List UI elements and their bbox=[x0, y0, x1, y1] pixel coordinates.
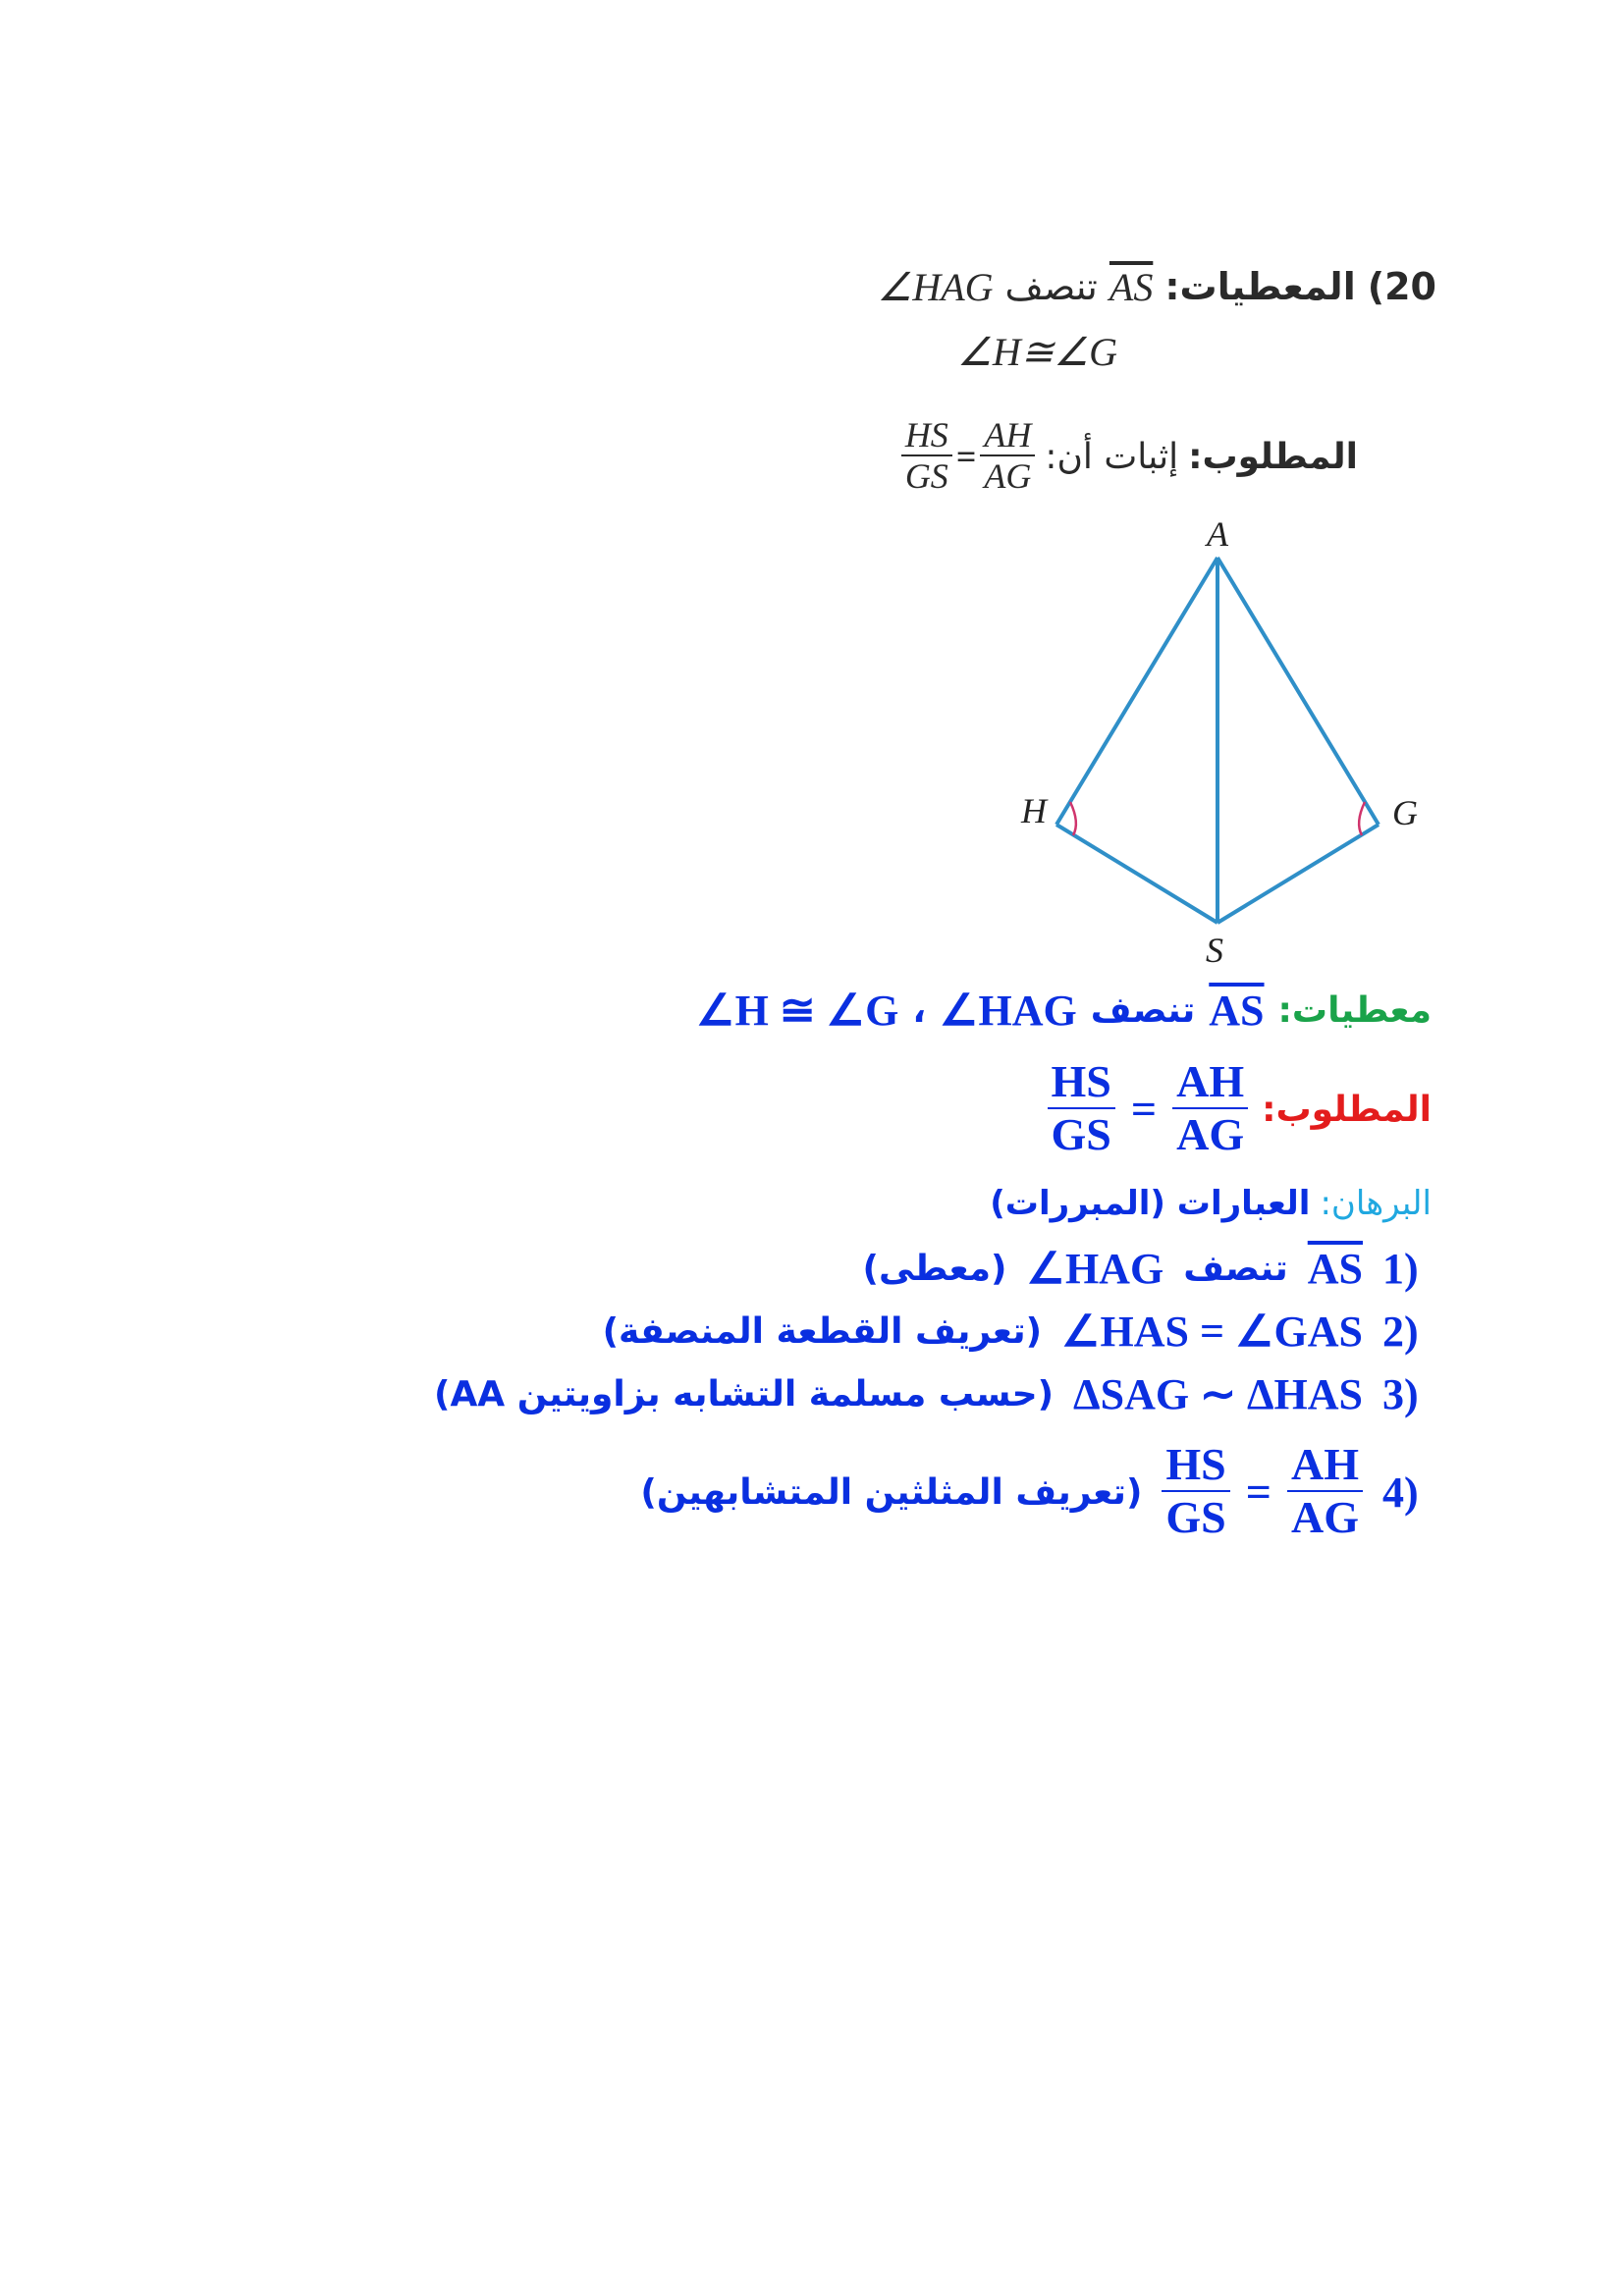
proof-step-2-num: 2) bbox=[1382, 1307, 1419, 1356]
proof-step-3 bbox=[434, 1364, 1432, 1423]
solution-given-separator: ، bbox=[912, 989, 927, 1031]
proof-step-1-reason: (معطى) bbox=[862, 1248, 1007, 1289]
problem-required-line bbox=[901, 407, 1358, 506]
proof-step-4 bbox=[640, 1428, 1432, 1556]
solution-req-frac-left bbox=[1048, 1057, 1115, 1160]
segment-HS bbox=[1056, 825, 1217, 923]
problem-number: 20) bbox=[1367, 265, 1436, 308]
solution-required-line bbox=[1048, 1045, 1433, 1173]
proof-step-4-reason: (تعريف المثلثين المتشابهين) bbox=[640, 1471, 1143, 1513]
solution-required-ratio bbox=[1048, 1057, 1249, 1160]
problem-eq: = bbox=[955, 436, 977, 476]
proof-step-3-math: ΔSAG ∼ ΔHAS bbox=[1073, 1369, 1363, 1418]
proof-step-2 bbox=[603, 1302, 1432, 1361]
kite-figure bbox=[982, 510, 1443, 972]
point-A-label: A bbox=[1207, 514, 1228, 554]
proof-step-4-ratio bbox=[1162, 1440, 1363, 1543]
proof-header: العبارات (المبررات) bbox=[990, 1184, 1311, 1223]
solution-req-frac-right bbox=[1172, 1057, 1248, 1160]
proof-step-3-reason: (حسب مسلمة التشابه بزاويتين AA) bbox=[433, 1373, 1055, 1415]
problem-given-bisects: تنصف bbox=[1004, 265, 1098, 308]
solution-req-frac-left-num: HS bbox=[1048, 1057, 1115, 1109]
proof-step-4-eq: = bbox=[1245, 1467, 1271, 1518]
proof-step-1-num: 1) bbox=[1382, 1244, 1419, 1293]
segment-AG bbox=[1217, 558, 1379, 825]
proof-header-line bbox=[990, 1176, 1432, 1231]
solution-given-bisects: تنصف bbox=[1090, 989, 1196, 1031]
proof-step-2-reason: (تعريف القطعة المنصفة) bbox=[602, 1310, 1043, 1352]
problem-given-line2: ∠H≅∠G bbox=[957, 330, 1118, 374]
proof-label: البرهان: bbox=[1320, 1184, 1432, 1223]
proof-step-1-math: ∠HAG bbox=[1026, 1244, 1164, 1293]
solution-req-eq: = bbox=[1130, 1084, 1158, 1135]
proof-step-4-frac-right-num: AH bbox=[1287, 1440, 1363, 1492]
proof-step-1-bisects: تنصف bbox=[1183, 1248, 1288, 1289]
proof-step-4-frac-right bbox=[1287, 1440, 1363, 1543]
problem-required-label: المطلوب: bbox=[1188, 436, 1358, 477]
solution-given-angle: ∠HAG bbox=[940, 986, 1077, 1035]
problem-frac-left-num: HS bbox=[901, 416, 952, 457]
problem-given-segment: $\overline{AS}$ bbox=[1109, 264, 1154, 309]
problem-ratio bbox=[901, 416, 1036, 498]
problem-given-label: المعطيات: bbox=[1164, 265, 1356, 308]
solution-given-line bbox=[696, 980, 1432, 1041]
proof-step-2-math: ∠HAS = ∠GAS bbox=[1061, 1307, 1363, 1356]
proof-step-3-num: 3) bbox=[1382, 1369, 1419, 1418]
proof-step-4-frac-left bbox=[1162, 1440, 1229, 1543]
solution-given-cong: ∠H ≅ ∠G bbox=[696, 986, 899, 1035]
point-S-label: S bbox=[1206, 931, 1223, 970]
segment-GS bbox=[1217, 825, 1379, 923]
angle-G-arc bbox=[1359, 802, 1365, 835]
solution-req-frac-right-num: AH bbox=[1172, 1057, 1248, 1109]
problem-given-line bbox=[877, 257, 1436, 316]
proof-step-4-frac-left-num: HS bbox=[1162, 1440, 1229, 1492]
problem-required-text: إثبات أن: bbox=[1045, 436, 1179, 477]
solution-given-segment: $\overline{AS}$ bbox=[1209, 986, 1265, 1035]
solution-given-label: معطيات: bbox=[1277, 989, 1432, 1031]
segment-AH bbox=[1056, 558, 1217, 825]
problem-given-angle: ∠HAG bbox=[877, 264, 994, 309]
problem-frac-right-num: AH bbox=[980, 416, 1035, 457]
point-H-label: H bbox=[1021, 791, 1047, 830]
angle-H-arc bbox=[1070, 802, 1076, 835]
proof-step-4-num: 4) bbox=[1382, 1468, 1419, 1517]
proof-step-4-frac-left-den: GS bbox=[1165, 1491, 1226, 1542]
problem-frac-right-den: AG bbox=[984, 456, 1032, 497]
problem-frac-left-den: GS bbox=[904, 456, 948, 497]
proof-step-1-segment: $\overline{AS}$ bbox=[1307, 1244, 1363, 1293]
solution-req-frac-left-den: GS bbox=[1051, 1108, 1111, 1159]
solution-req-frac-right-den: AG bbox=[1176, 1108, 1245, 1159]
point-G-label: G bbox=[1392, 793, 1418, 832]
solution-required-label: المطلوب: bbox=[1262, 1089, 1432, 1130]
proof-step-1 bbox=[863, 1239, 1433, 1298]
problem-frac-right bbox=[980, 416, 1035, 498]
problem-frac-left bbox=[901, 416, 952, 498]
problem-given-congruence bbox=[957, 329, 1117, 384]
proof-step-4-frac-right-den: AG bbox=[1291, 1491, 1359, 1542]
